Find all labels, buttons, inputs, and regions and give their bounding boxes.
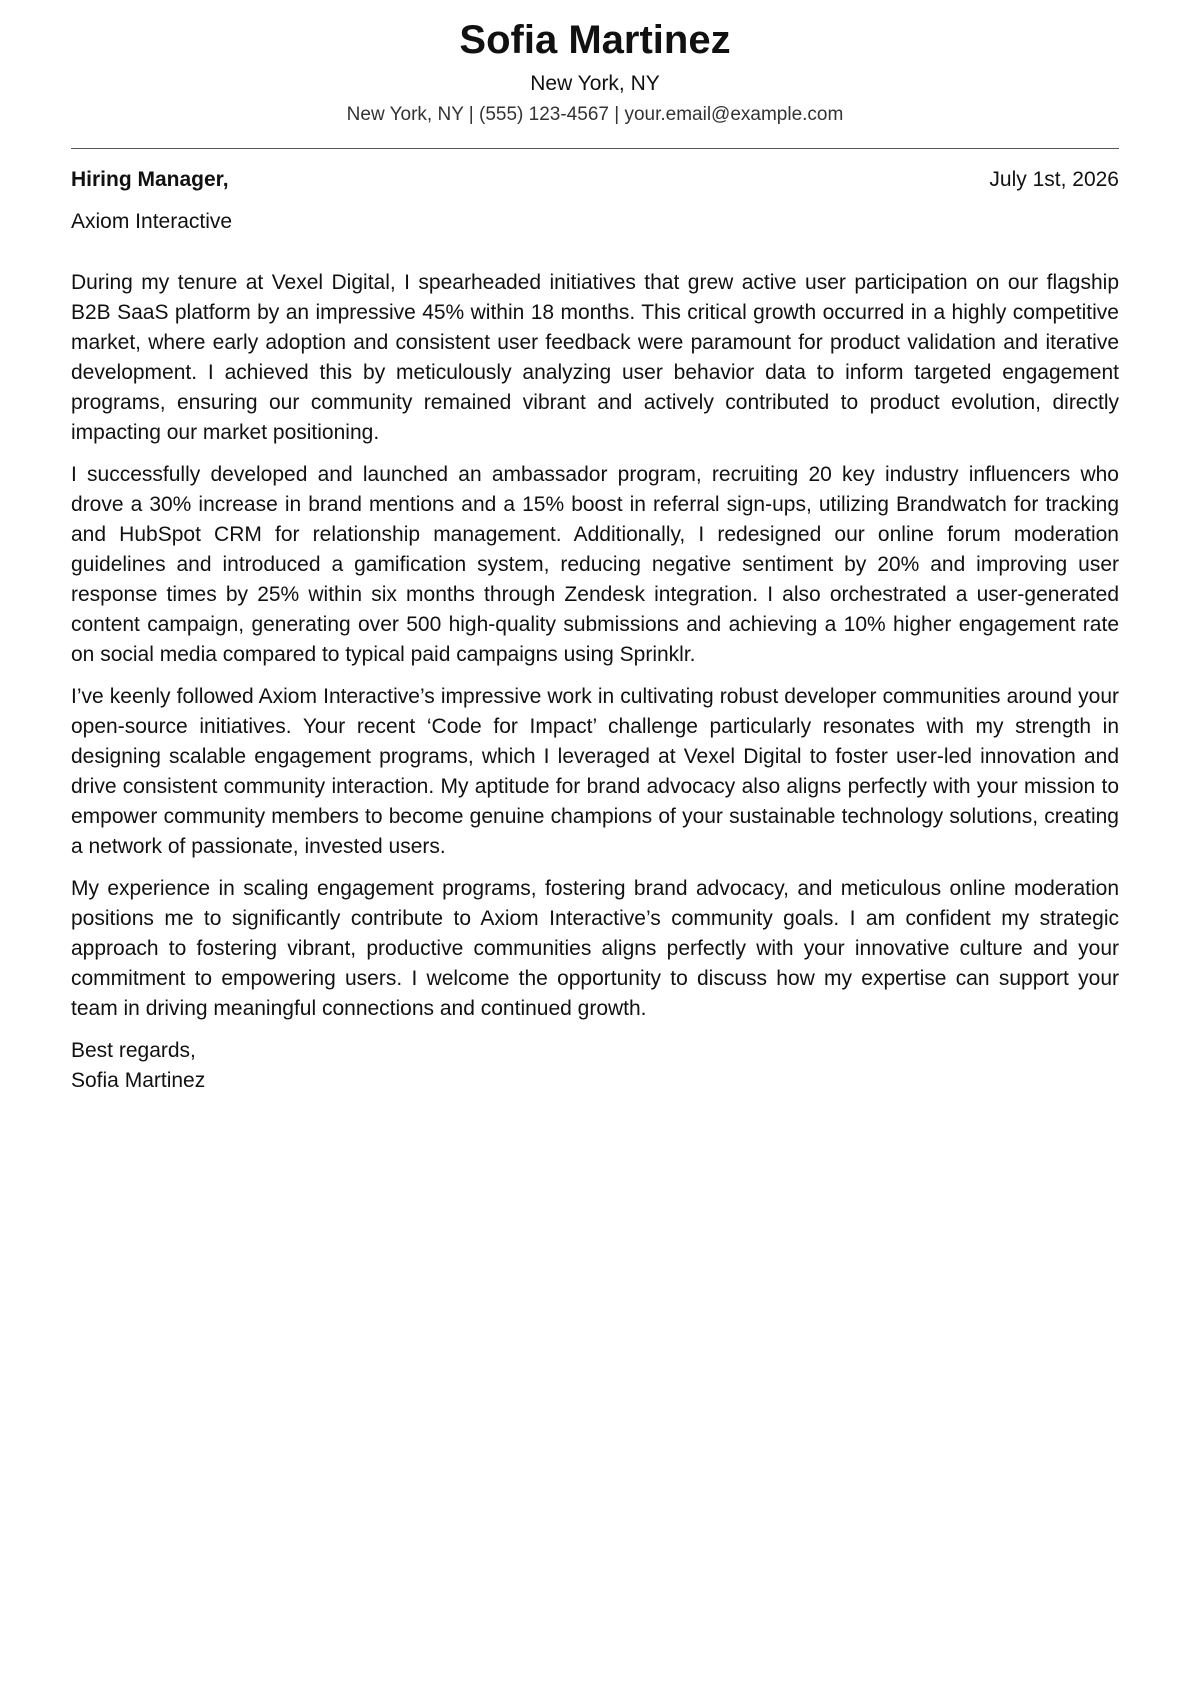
header-divider [71,148,1119,149]
closing-phrase: Best regards, [71,1039,196,1062]
letter-closing [71,1036,1119,1096]
body-paragraph: During my tenure at Vexel Digital, I spearheaded initiatives that grew active user participation on our flagship B2B SaaS platform by an impressive 45% within 18 months. This critical growth occurred in a highly competitive market, where early adoption and consistent user feedback were paramount for product validation and iterative development. I achieved this by meticulously analyzing user behavior data to inform targeted engagement programs, ensuring our community remained vibrant and actively contributed to product evolution, directly impacting our market positioning. [71,271,1119,444]
letter-header [71,0,1119,128]
applicant-location: New York, NY [530,72,660,95]
applicant-name: Sofia Martinez [459,18,731,62]
signature-name: Sofia Martinez [71,1069,206,1092]
body-paragraph: I’ve keenly followed Axiom Interactive’s impressive work in cultivating robust developer communities around your open-source initiatives. Your recent ‘Code for Impact’ challenge particularly resonates with my strength in designing scalable engagement programs, which I leveraged at Vexel Digital to foster user-led innovation and drive consistent community interaction. My aptitude for brand advocacy also aligns perfectly with your mission to empower community members to become genuine champions of your sustainable technology solutions, creating a network of passionate, invested users. [71,685,1119,858]
recipient-company: Axiom Interactive [71,210,233,233]
recipient-date-row [71,165,1119,195]
letter-body [71,268,1119,1024]
body-paragraph: My experience in scaling engagement programs, fostering brand advocacy, and meticulous online moderation positions me to significantly contribute to Axiom Interactive’s community goals. I am confident my strategic approach to fostering vibrant, productive communities aligns perfectly with your innovative culture and your commitment to empowering users. I welcome the opportunity to discuss how my expertise can support your team in driving meaningful connections and continued growth. [71,877,1119,1020]
recipient-salutation: Hiring Manager, [71,168,229,191]
applicant-contact-line: New York, NY | (555) 123-4567 | your.email@example.com [346,104,844,125]
letter-date: July 1st, 2026 [989,168,1119,191]
body-paragraph: I successfully developed and launched an ambassador program, recruiting 20 key industry influencers who drove a 30% increase in brand mentions and a 15% boost in referral sign-ups, utilizing Brandwatch for tracking and HubSpot CRM for relationship management. Additionally, I redesigned our online forum moderation guidelines and introduced a gamification system, reducing negative sentiment by 20% and improving user response times by 25% within six months through Zendesk integration. I also orchestrated a user-generated content campaign, generating over 500 high-quality submissions and achieving a 10% higher engagement rate on social media compared to typical paid campaigns using Sprinklr. [71,463,1119,666]
